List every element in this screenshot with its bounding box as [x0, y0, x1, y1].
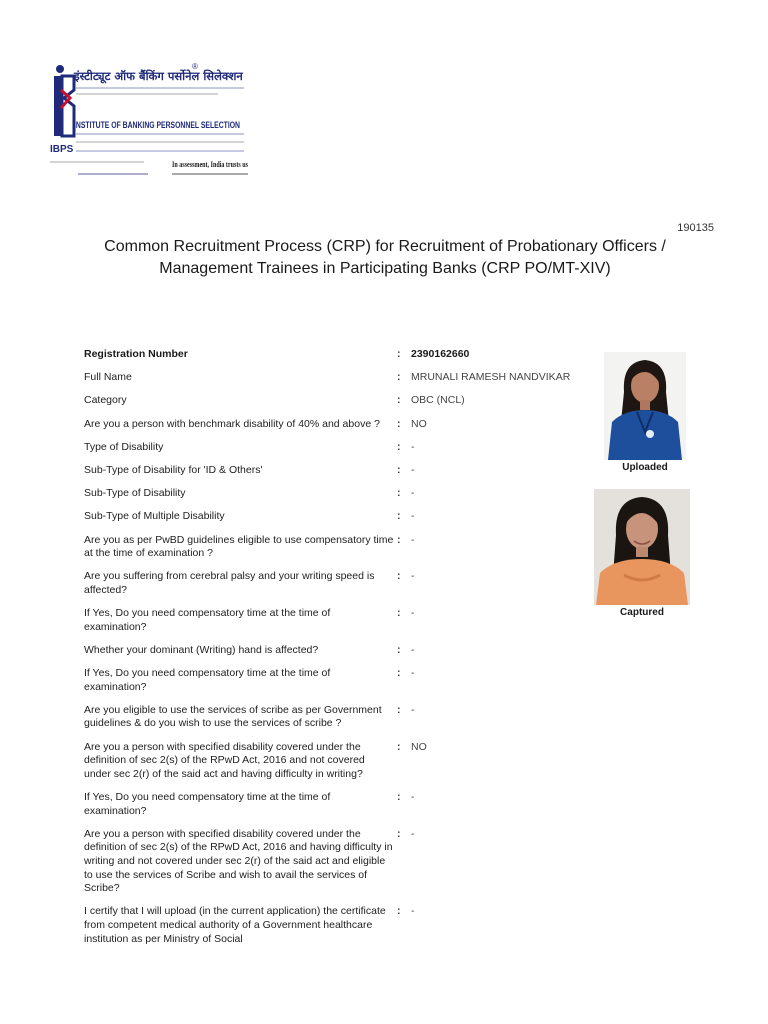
detail-label: Are you a person with specified disability covered under the definition of sec 2(s) of the RPwD Act, 2016 and having difficulty in writing and not covered under sec 2(r) of the said act and eligible to use the services of Scribe and wish to avail the services of Scribe?	[84, 827, 393, 895]
detail-label: If Yes, Do you need compensatory time at the time of examination?	[84, 667, 331, 693]
detail-separator: :	[397, 348, 401, 360]
detail-value: -	[411, 643, 415, 656]
application-details	[84, 348, 594, 956]
detail-row	[84, 348, 594, 362]
detail-row	[84, 418, 594, 432]
detail-separator: :	[397, 703, 401, 716]
page-title	[40, 236, 730, 280]
detail-row	[84, 487, 594, 501]
detail-row	[84, 441, 594, 455]
detail-label: Are you as per PwBD guidelines eligible to use compensatory time at the time of examination ?	[84, 533, 394, 560]
logo-tagline: In assessment, India trusts us	[172, 160, 248, 169]
detail-row	[84, 644, 594, 658]
detail-value: -	[411, 487, 415, 500]
detail-label: Are you a person with benchmark disability of 40% and above ?	[84, 417, 380, 430]
captured-photo-caption: Captured	[620, 607, 664, 618]
detail-separator: :	[397, 487, 401, 500]
detail-separator: :	[397, 417, 401, 430]
detail-value: -	[411, 827, 415, 840]
detail-label: I certify that I will upload (in the current application) the certificate from competent medical authority of a Government healthcare institution as per Ministry of Social	[84, 905, 386, 945]
detail-label: Type of Disability	[84, 440, 164, 453]
detail-separator: :	[397, 740, 401, 753]
uploaded-photo-caption: Uploaded	[622, 462, 668, 473]
detail-value: 2390162660	[411, 348, 470, 360]
detail-row	[84, 534, 594, 561]
detail-row	[84, 394, 594, 408]
logo-hindi-name: इंस्टीट्यूट ऑफ बैंकिंग पर्सोनेल सिलेक्शन	[74, 69, 243, 83]
title-line-1: Common Recruitment Process (CRP) for Recruitment of Probationary Officers /	[104, 238, 666, 255]
detail-row	[84, 607, 594, 634]
detail-value: NO	[411, 740, 427, 753]
svg-text:®: ®	[192, 62, 198, 71]
detail-separator: :	[397, 790, 401, 803]
detail-label: Registration Number	[84, 348, 188, 360]
detail-value: -	[411, 570, 415, 583]
detail-label: If Yes, Do you need compensatory time at the time of examination?	[84, 790, 331, 817]
detail-value: OBC (NCL)	[411, 394, 465, 407]
uploaded-photo	[604, 352, 686, 460]
document-number: 190135	[677, 222, 714, 234]
detail-separator: :	[397, 643, 401, 656]
detail-label: Full Name	[84, 371, 132, 384]
detail-label: Sub-Type of Multiple Disability	[84, 510, 225, 523]
detail-separator: :	[397, 905, 401, 918]
detail-value: MRUNALI RAMESH NANDVIKAR	[411, 371, 571, 384]
detail-label: If Yes, Do you need compensatory time at the time of examination?	[84, 607, 331, 633]
detail-row	[84, 741, 594, 782]
detail-row	[84, 791, 594, 818]
detail-separator: :	[397, 440, 401, 453]
detail-row	[84, 371, 594, 385]
detail-row	[84, 464, 594, 478]
detail-value: -	[411, 463, 415, 476]
detail-row	[84, 828, 594, 896]
detail-value: -	[411, 440, 415, 453]
detail-separator: :	[397, 533, 401, 546]
detail-value: -	[411, 607, 415, 620]
detail-separator: :	[397, 510, 401, 523]
detail-value: -	[411, 510, 415, 523]
detail-row	[84, 510, 594, 524]
detail-label: Category	[84, 394, 127, 407]
detail-label: Sub-Type of Disability	[84, 487, 186, 500]
detail-label: Are you suffering from cerebral palsy and your writing speed is affected?	[84, 570, 375, 596]
detail-row	[84, 667, 594, 694]
detail-row	[84, 905, 594, 946]
detail-value: -	[411, 667, 415, 680]
detail-separator: :	[397, 570, 401, 583]
detail-label: Are you eligible to use the services of scribe as per Government guidelines & do you wish to use the services of scribe ?	[84, 703, 382, 730]
detail-separator: :	[397, 371, 401, 384]
ibps-logo	[48, 50, 248, 180]
detail-value: -	[411, 703, 415, 716]
detail-separator: :	[397, 463, 401, 476]
detail-value: -	[411, 790, 415, 803]
detail-label: Sub-Type of Disability for 'ID & Others'	[84, 463, 263, 476]
captured-photo	[594, 489, 690, 605]
detail-separator: :	[397, 667, 401, 680]
detail-separator: :	[397, 607, 401, 620]
detail-value: NO	[411, 417, 427, 430]
logo-abbr: IBPS	[50, 144, 74, 155]
detail-row	[84, 570, 594, 597]
logo-english-name: INSTITUTE OF BANKING PERSONNEL SELECTION	[74, 120, 241, 130]
detail-label: Are you a person with specified disability covered under the definition of sec 2(s) of the RPwD Act, 2016 and not covered under sec 2(r) of the said act and having difficulty in writing?	[84, 740, 365, 780]
detail-value: -	[411, 533, 415, 546]
title-line-2: Management Trainees in Participating Banks (CRP PO/MT-XIV)	[159, 260, 611, 277]
detail-value: -	[411, 905, 415, 918]
detail-label: Whether your dominant (Writing) hand is affected?	[84, 643, 319, 656]
detail-separator: :	[397, 394, 401, 407]
detail-separator: :	[397, 827, 401, 840]
detail-row	[84, 704, 594, 731]
